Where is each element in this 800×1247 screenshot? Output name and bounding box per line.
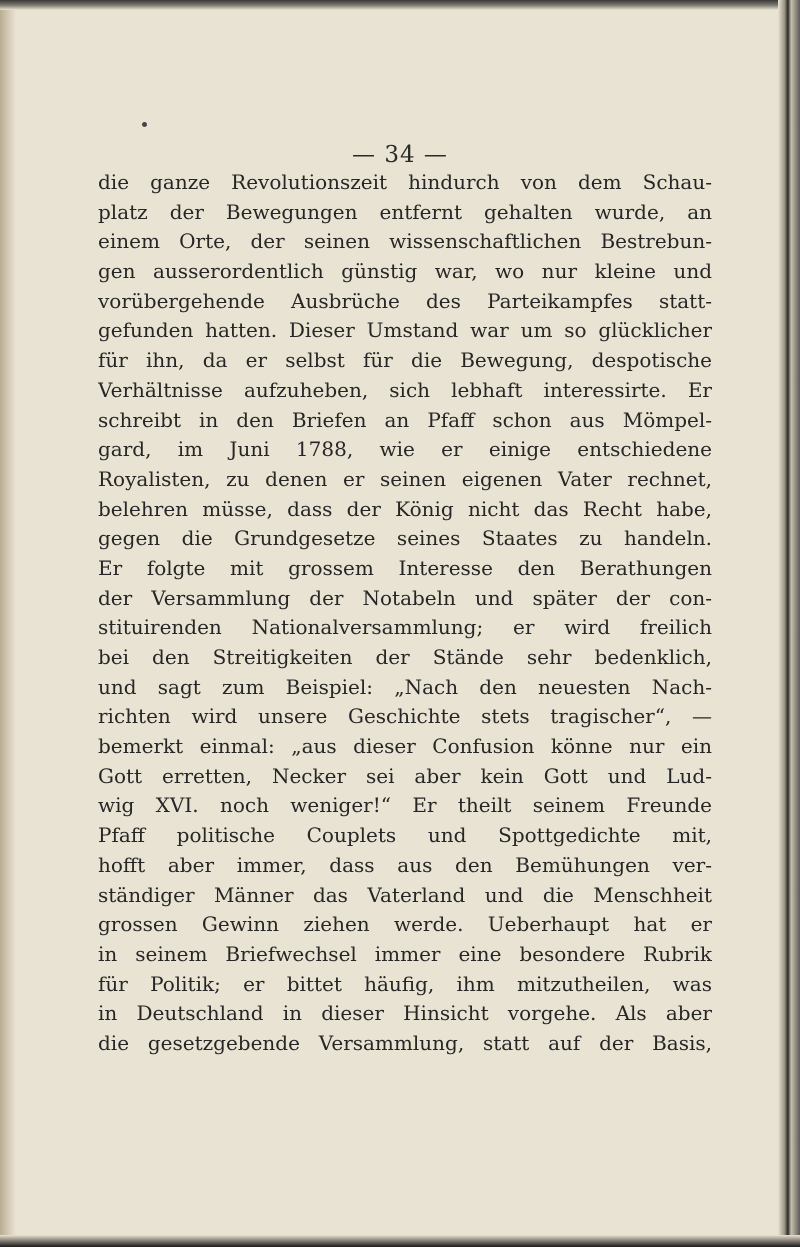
text-line: wig XVI. noch weniger!“ Er theilt seinem Freunde	[98, 793, 712, 818]
text-line: ständiger Männer das Vaterland und die Menschheit	[98, 882, 712, 907]
text-line: richten wird unsere Geschichte stets tragischer“, —	[98, 704, 712, 729]
text-line: gen ausserordentlich günstig war, wo nur kleine und	[98, 259, 712, 284]
page-right-edge	[778, 0, 800, 1247]
text-line: Gott erretten, Necker sei aber kein Gott und Lud-	[98, 763, 712, 788]
text-line: Verhältnisse aufzuheben, sich lebhaft interessirte. Er	[98, 377, 712, 402]
text-line: vorübergehende Ausbrüche des Parteikampfes statt-	[98, 288, 712, 313]
text-line: platz der Bewegungen entfernt gehalten wurde, an	[98, 199, 712, 224]
text-line: und sagt zum Beispiel: „Nach den neuesten Nach-	[98, 674, 712, 699]
text-line: die ganze Revolutionszeit hindurch von dem Schau-	[98, 170, 712, 194]
text-line: für Politik; er bittet häufig, ihm mitzutheilen, was	[98, 971, 712, 996]
text-line: bei den Streitigkeiten der Stände sehr bedenklich,	[98, 645, 712, 669]
text-line: einem Orte, der seinen wissenschaftlichen Bestrebun-	[98, 229, 712, 254]
page-left-edge	[0, 0, 16, 1247]
text-line: Er folgte mit grossem Interesse den Berathungen	[98, 555, 712, 580]
text-line: in seinem Briefwechsel immer eine besondere Rubrik	[98, 941, 712, 966]
text-line: schreibt in den Briefen an Pfaff schon aus Mömpel-	[98, 407, 712, 432]
text-line: gefunden hatten. Dieser Umstand war um so glücklicher	[98, 318, 712, 343]
page-number: — 34 —	[352, 142, 448, 168]
page-bottom-edge	[0, 1235, 800, 1247]
text-line: für ihn, da er selbst für die Bewegung, despotische	[98, 348, 712, 373]
page-top-edge	[0, 0, 800, 10]
text-line: Royalisten, zu denen er seinen eigenen Vater rechnet,	[98, 466, 712, 491]
ink-speck	[142, 122, 147, 127]
text-line: grossen Gewinn ziehen werde. Ueberhaupt hat er	[98, 912, 712, 937]
text-line: gegen die Grundgesetze seines Staates zu handeln.	[98, 526, 712, 551]
text-line: gard, im Juni 1788, wie er einige entschiedene	[98, 437, 712, 462]
text-line: bemerkt einmal: „aus dieser Confusion könne nur ein	[98, 734, 712, 759]
text-line: die gesetzgebende Versammlung, statt auf der Basis,	[98, 1030, 712, 1055]
text-line: in Deutschland in dieser Hinsicht vorgehe. Als aber	[98, 1001, 712, 1026]
text-line: Pfaff politische Couplets und Spottgedichte mit,	[98, 823, 712, 848]
text-line: belehren müsse, dass der König nicht das Recht habe,	[98, 496, 712, 521]
text-line: hofft aber immer, dass aus den Bemühungen ver-	[98, 852, 712, 877]
body-text	[98, 168, 712, 1059]
text-line: stituirenden Nationalversammlung; er wird freilich	[98, 615, 712, 640]
text-line: der Versammlung der Notabeln und später der con-	[98, 585, 712, 610]
